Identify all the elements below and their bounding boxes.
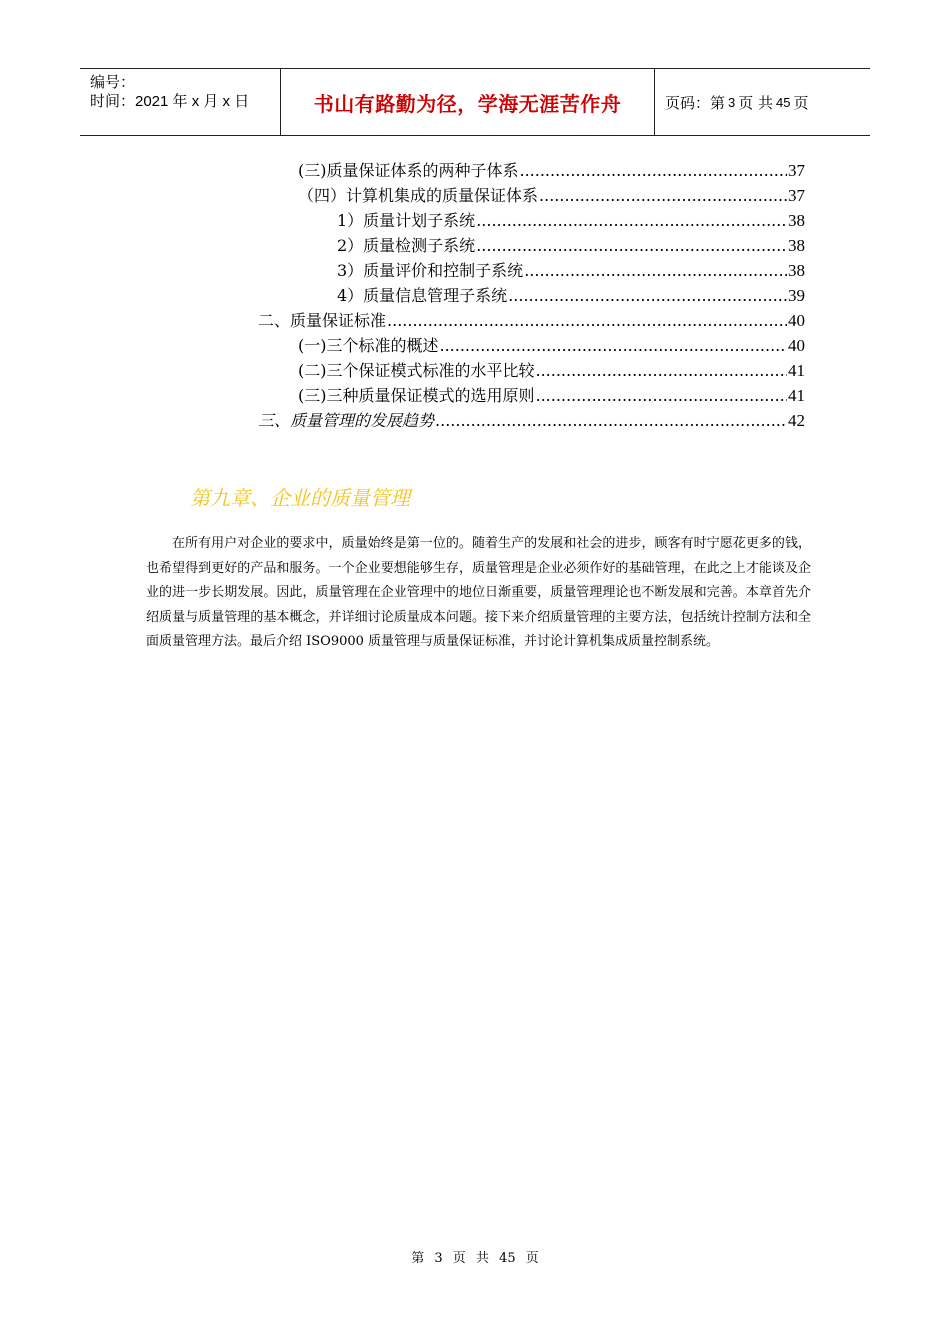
toc-entry-page: 37 bbox=[788, 186, 805, 205]
toc-leader-dots bbox=[476, 233, 787, 258]
page-header bbox=[80, 68, 870, 136]
toc-entry-label: 3）质量评价和控制子系统 bbox=[337, 261, 524, 280]
toc-leader-dots bbox=[435, 408, 787, 433]
toc-entry-label: 2）质量检测子系统 bbox=[337, 236, 476, 255]
toc-entry-label: (三)三种质量保证模式的选用原则 bbox=[298, 386, 535, 405]
toc-entry[interactable] bbox=[337, 258, 805, 283]
toc-entry[interactable] bbox=[298, 358, 805, 383]
toc-entry-label: 1）质量计划子系统 bbox=[337, 211, 476, 230]
toc-entry-page: 40 bbox=[788, 336, 805, 355]
toc-entry-page: 41 bbox=[788, 361, 805, 380]
toc-entry-page: 40 bbox=[788, 311, 805, 330]
toc-leader-dots bbox=[520, 158, 788, 183]
toc-entry[interactable] bbox=[298, 333, 805, 358]
toc-leader-dots bbox=[524, 258, 787, 283]
toc-entry-page: 42 bbox=[788, 411, 805, 430]
toc-entry[interactable] bbox=[337, 233, 805, 258]
toc-leader-dots bbox=[536, 358, 788, 383]
toc-entry-page: 41 bbox=[788, 386, 805, 405]
document-number-label: 编号： bbox=[90, 74, 136, 91]
toc-entry-label: 4）质量信息管理子系统 bbox=[337, 286, 508, 305]
chapter-paragraph: 在所有用户对企业的要求中，质量始终是第一位的。随着生产的发展和社会的进步，顾客有时宁愿花更多的钱，也希望得到更好的产品和服务。一个企业要想能够生存，质量管理是企业必须作好的基础管理，在此之上才能谈及企业的进一步长期发展。因此，质量管理在企业管理中的地位日渐重要，质量管理理论也不断发展和完善。本章首先介绍质量与质量管理的基本概念，并详细讨论质量成本问题。接下来介绍质量管理的主要方法，包括统计控制方法和全面质量管理方法。最后介绍 ISO9000 质量管理与质量保证标准，并讨论计算机集成质量控制系统。 bbox=[146, 536, 811, 649]
toc-leader-dots bbox=[440, 333, 788, 358]
chapter-title: 第九章、企业的质量管理 bbox=[190, 486, 410, 510]
toc-entry-label: 二、质量保证标准 bbox=[258, 311, 387, 330]
toc-entry[interactable] bbox=[337, 283, 805, 308]
toc-entry[interactable] bbox=[258, 408, 805, 433]
page-suffix: 页 bbox=[793, 93, 809, 112]
toc-entry-page: 38 bbox=[788, 211, 805, 230]
toc-entry-page: 39 bbox=[788, 286, 805, 305]
toc-entry-label: (三)质量保证体系的两种子体系 bbox=[298, 161, 519, 180]
toc-entry-label: (一)三个标准的概述 bbox=[298, 336, 439, 355]
page-mid: 页 共 bbox=[738, 93, 774, 112]
toc-entry[interactable] bbox=[337, 208, 805, 233]
page-current: 3 bbox=[728, 94, 736, 110]
toc-entry-label: （四）计算机集成的质量保证体系 bbox=[298, 186, 539, 205]
toc-leader-dots bbox=[387, 308, 787, 333]
header-page-info bbox=[655, 69, 870, 135]
toc-leader-dots bbox=[508, 283, 787, 308]
toc-entry-page: 38 bbox=[788, 261, 805, 280]
page-prefix: 页码：第 bbox=[665, 93, 726, 112]
toc-entry[interactable] bbox=[258, 308, 805, 333]
document-date: 时间：2021 年 x 月 x 日 bbox=[90, 93, 250, 110]
toc-leader-dots bbox=[536, 383, 788, 408]
toc-entry-page: 37 bbox=[788, 161, 805, 180]
toc-leader-dots bbox=[476, 208, 787, 233]
toc-entry[interactable] bbox=[298, 183, 805, 208]
page-footer: 第 3 页 共 45 页 bbox=[411, 1251, 539, 1266]
toc-entry-page: 38 bbox=[788, 236, 805, 255]
toc-leader-dots bbox=[539, 183, 787, 208]
page-total: 45 bbox=[776, 94, 791, 110]
toc-entry[interactable] bbox=[298, 158, 805, 183]
toc-entry-label: 三、质量管理的发展趋势 bbox=[258, 411, 435, 430]
toc-entry[interactable] bbox=[298, 383, 805, 408]
header-motto: 书山有路勤为径，学海无涯苦作舟 bbox=[281, 69, 655, 135]
chapter-body bbox=[146, 532, 811, 655]
toc-entry-label: (二)三个保证模式标准的水平比较 bbox=[298, 361, 535, 380]
header-meta bbox=[80, 69, 281, 135]
